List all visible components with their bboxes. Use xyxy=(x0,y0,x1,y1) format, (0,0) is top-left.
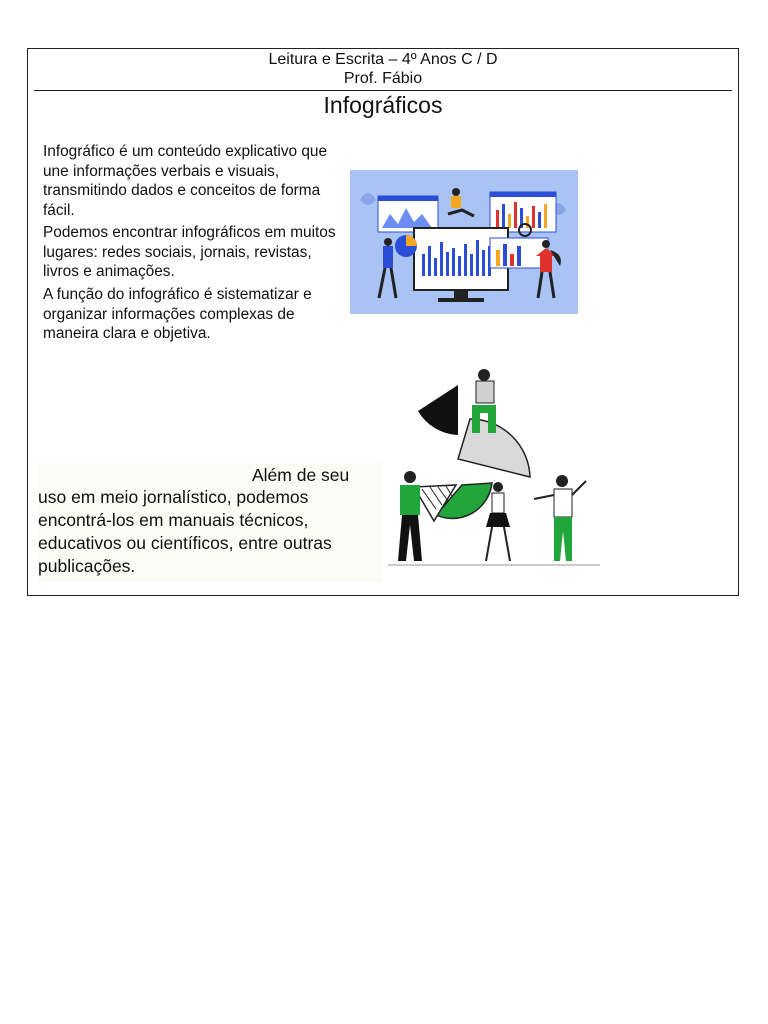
paragraph-uses-line: Além de seu xyxy=(252,465,350,485)
paragraph-uses-line: encontrá-los em manuais técnicos, xyxy=(38,510,309,530)
paragraph-uses-line: educativos ou científicos, entre outras xyxy=(38,533,332,553)
paragraph-where: Podemos encontrar infográficos em muitos lugares: redes sociais, jornais, revistas, livros e animações. xyxy=(43,224,336,280)
page-title: Infográficos xyxy=(323,92,443,118)
dashboard-illustration xyxy=(350,170,578,314)
header-teacher: Prof. Fábio xyxy=(343,70,423,87)
header-subject: Leitura e Escrita – 4º Anos C / D xyxy=(268,51,498,68)
paragraph-uses-line: uso em meio jornalístico, podemos xyxy=(38,487,309,507)
paragraph-definition: Infográfico é um conteúdo explicativo que une informações verbais e visuais, transmitindo dados e conceitos de forma fácil. xyxy=(43,143,328,219)
paragraph-uses xyxy=(38,462,383,582)
worksheet-frame xyxy=(27,48,739,596)
pie-chart-people-illustration xyxy=(378,365,600,579)
paragraph-function: A função do infográfico é sistematizar e organizar informações complexas de maneira clara e objetiva. xyxy=(43,286,312,342)
header-divider xyxy=(34,90,732,91)
paragraph-uses-line: publicações. xyxy=(38,556,136,576)
